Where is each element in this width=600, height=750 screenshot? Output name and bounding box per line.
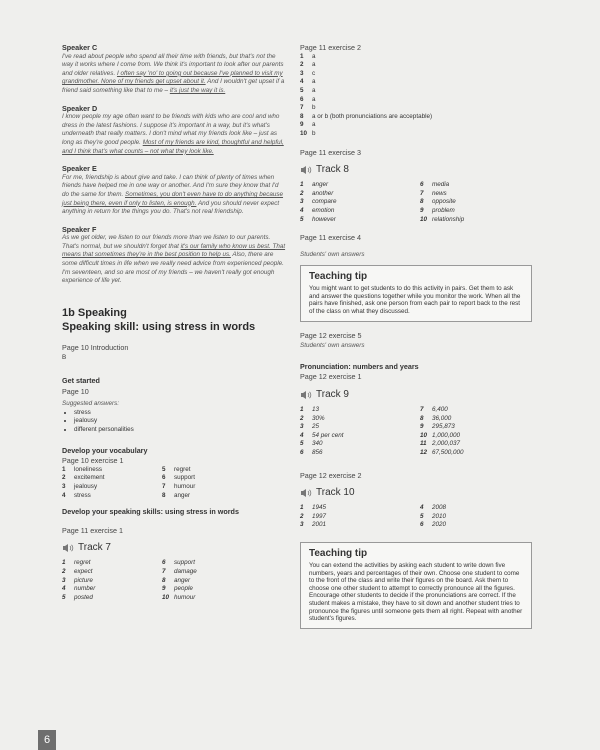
list-item [62, 594, 162, 603]
vocab-list [62, 466, 287, 500]
vocab-title: Develop your vocabulary [62, 445, 148, 455]
p11ex2-title: Page 11 exercise 2 [300, 43, 361, 52]
item-value: 30% [312, 414, 325, 422]
item-value: people [174, 585, 193, 593]
item-value: 1,000,000 [432, 431, 461, 439]
item-number: 12 [420, 449, 428, 456]
item-number: 5 [62, 593, 66, 601]
list-item [300, 432, 412, 441]
list-item [62, 585, 162, 594]
item-value: another [312, 189, 334, 197]
item-number: 1 [300, 52, 304, 60]
teaching-tip-title: Teaching tip [309, 271, 368, 283]
item-number: 9 [420, 206, 424, 214]
track-label: Track 9 [316, 388, 349, 400]
item-value: b [312, 129, 316, 137]
item-value: problem [432, 206, 455, 214]
item-number: 3 [300, 198, 304, 206]
list-item [420, 423, 532, 432]
item-number: 9 [420, 423, 424, 431]
numbers-list [300, 406, 532, 458]
item-value: however [312, 215, 336, 223]
item-number: 3 [300, 423, 304, 431]
item-value: regret [174, 465, 191, 473]
item-value: 1945 [312, 504, 327, 512]
p11ex3-list [300, 181, 532, 224]
item-value: support [174, 474, 196, 482]
speaking-skills-page: Page 11 exercise 1 [62, 525, 123, 535]
list-item [420, 181, 532, 190]
p11ex4-title: Page 11 exercise 4 [300, 233, 361, 243]
list-item [300, 181, 412, 190]
vocab-page: Page 10 exercise 1 [62, 456, 124, 466]
item-number: 5 [162, 465, 166, 473]
list-item [162, 492, 262, 501]
list-item [300, 504, 412, 513]
section-heading-1: 1b Speaking [62, 306, 127, 319]
item-value: picture [74, 576, 93, 584]
speaker-icon [300, 488, 312, 498]
list-item [420, 449, 532, 458]
item-value: opposite [432, 198, 456, 206]
list-item [300, 87, 532, 96]
list-item [300, 513, 412, 522]
intro-title: Page 10 Introduction [62, 342, 129, 352]
list-item [62, 492, 162, 501]
list-item [420, 207, 532, 216]
item-value: number [74, 585, 96, 593]
track-7[interactable] [62, 543, 287, 553]
item-number: 7 [300, 104, 304, 112]
p11ex4-answer: Students' own answers [300, 250, 365, 258]
teaching-tip-box [300, 265, 532, 321]
p12ex5-answer: Students' own answers [300, 342, 365, 350]
list-item [300, 440, 412, 449]
list-item [300, 53, 532, 62]
teaching-tip-box-2 [300, 542, 532, 629]
list-item [300, 216, 412, 225]
list-item [162, 559, 262, 568]
item-value: support [174, 559, 196, 567]
item-value: a [312, 95, 316, 103]
item-number: 5 [300, 86, 304, 94]
teaching-tip-title: Teaching tip [309, 547, 368, 559]
item-value: 295,873 [432, 423, 455, 431]
list-item [300, 104, 532, 113]
get-started-title: Get started [62, 376, 100, 386]
get-started-list [62, 409, 287, 435]
track-10[interactable] [300, 488, 532, 498]
text-segment: I know people my age often want to be friends with kids who are cool and who dress in the latest fashions. I suppose it's important in a way, but it's what's underneath that really matters. I don't mind what my friends look like – just as long as they're good people. [62, 113, 280, 146]
list-item [300, 406, 412, 415]
speaker-icon [62, 543, 74, 553]
item-value: loneliness [74, 465, 103, 473]
list-item [162, 466, 262, 475]
list-item [62, 559, 162, 568]
item-number: 7 [420, 189, 424, 197]
item-value: a [312, 78, 316, 86]
p11ex3-title: Page 11 exercise 3 [300, 147, 361, 157]
list-item [62, 577, 162, 586]
item-number: 2 [300, 189, 304, 197]
list-item [300, 423, 412, 432]
item-number: 10 [420, 215, 428, 223]
list-item [300, 61, 532, 70]
item-number: 3 [62, 576, 66, 584]
item-number: 4 [62, 585, 66, 593]
item-value: 13 [312, 406, 320, 414]
list-item [300, 78, 532, 87]
item-value: emotion [312, 206, 335, 214]
item-value: 67,500,000 [432, 449, 464, 456]
item-value: humour [174, 593, 196, 601]
intro-answer: B [62, 354, 67, 362]
item-value: anger [174, 576, 191, 584]
list-item [62, 466, 162, 475]
item-value: 340 [312, 440, 323, 448]
item-number: 6 [420, 181, 424, 189]
list-item [420, 432, 532, 441]
list-item [300, 207, 412, 216]
list-item [162, 568, 262, 577]
item-number: 6 [162, 559, 166, 567]
left-column [62, 44, 287, 602]
teaching-tip-text: You might want to get students to do this activity in pairs. Get them to ask and answer the questions together while you monitor the work. When all the pairs have finished, ask one person from each pair to report back to the rest of the class on what they discussed. [309, 285, 521, 316]
speaker-icon [300, 165, 312, 175]
item-value: 2010 [432, 512, 447, 520]
item-value: jealousy [74, 482, 98, 490]
list-item [300, 521, 412, 530]
item-number: 6 [300, 95, 304, 103]
item-value: damage [174, 567, 197, 575]
item-value: anger [174, 491, 191, 499]
item-number: 6 [420, 521, 424, 529]
item-value: 2020 [432, 521, 447, 529]
item-number: 9 [162, 585, 166, 593]
text-segment: As we get older, we listen to our friends more than we listen to our parents. That's normal, but we shouldn't forget that [62, 234, 271, 250]
years-list [300, 504, 532, 530]
item-number: 1 [300, 504, 304, 512]
track-9[interactable] [300, 390, 532, 400]
item-value: 1997 [312, 512, 327, 520]
item-value: news [432, 189, 447, 197]
list-item [420, 415, 532, 424]
item-number: 8 [300, 112, 304, 120]
page-number: 6 [38, 730, 56, 750]
p11ex2-list [300, 53, 532, 139]
list-item [420, 198, 532, 207]
item-value: c [312, 69, 316, 77]
item-value: 856 [312, 449, 323, 456]
item-number: 4 [420, 504, 424, 512]
list-item [300, 121, 532, 130]
item-number: 9 [300, 121, 304, 129]
text-segment: And I wouldn't get upset if a friend said something like that to me – [62, 78, 285, 94]
stress-word-list [62, 559, 287, 602]
list-item [300, 449, 412, 458]
item-value: compare [312, 198, 337, 206]
list-item [420, 440, 532, 449]
get-started-page: Page 10 [62, 386, 89, 396]
list-item [162, 474, 262, 483]
track-label: Track 8 [316, 163, 349, 175]
speaker-text [62, 174, 287, 217]
list-item [162, 585, 262, 594]
item-number: 4 [300, 431, 304, 439]
item-number: 7 [162, 567, 166, 575]
text-segment: I often say 'no' to going out because I've planned to visit my grandmother. None of my friends get upset about it. [62, 69, 283, 86]
list-item [300, 415, 412, 424]
list-item [62, 568, 162, 577]
item-number: 3 [300, 69, 304, 77]
item-value: media [432, 181, 450, 189]
right-column [300, 44, 532, 629]
speaker-title: Speaker F [62, 224, 97, 234]
list-item [62, 474, 162, 483]
item-value: humour [174, 482, 196, 490]
item-number: 1 [62, 559, 66, 567]
item-value: b [312, 104, 316, 112]
item-value: 36,000 [432, 414, 452, 422]
item-number: 8 [162, 491, 166, 499]
item-number: 8 [162, 576, 166, 584]
list-item [300, 96, 532, 105]
item-value: a [312, 86, 316, 94]
item-number: 2 [300, 61, 304, 69]
item-number: 3 [62, 482, 66, 490]
item-value: 54 per cent [312, 431, 344, 439]
item-number: 7 [162, 482, 166, 490]
speaker-title: Speaker D [62, 103, 98, 113]
text-segment: For me, friendship is about give and take. I can think of plenty of times when friends have helped me in one way or another. And I'm sure they know that I'd do the same for them. [62, 173, 279, 198]
item-number: 2 [62, 474, 66, 482]
item-value: anger [312, 181, 329, 189]
speaker-text [62, 113, 287, 156]
text-segment: it's our family who know us best. That means that sometimes they're in the best position to help us. [62, 242, 286, 259]
item-value: excitement [74, 474, 105, 482]
text-segment: I've read about people who spend all their time with friends, but that's not the way it works where I come from. We think it's important to look after our parents and older relatives. [62, 52, 284, 77]
speaking-skills-title: Develop your speaking skills: using stress in words [62, 507, 239, 517]
item-value: a [312, 61, 316, 69]
item-value: posted [74, 593, 93, 601]
item-value: 2001 [312, 521, 327, 529]
item-number: 5 [300, 440, 304, 448]
list-item [162, 577, 262, 586]
text-segment: it's just the way it is. [169, 86, 226, 94]
item-number: 4 [62, 491, 66, 499]
item-value: 6,400 [432, 406, 448, 414]
item-value: a [312, 52, 316, 60]
item-number: 7 [420, 406, 424, 414]
item-number: 1 [300, 406, 304, 414]
item-number: 8 [420, 198, 424, 206]
speaker-title: Speaker C [62, 43, 98, 52]
item-value: relationship [432, 215, 465, 223]
track-8[interactable] [300, 165, 532, 175]
track-label: Track 10 [316, 486, 355, 498]
item-value: 25 [312, 423, 320, 431]
item-number: 10 [162, 593, 170, 601]
list-item [420, 190, 532, 199]
item-number: 10 [300, 129, 308, 137]
item-number: 3 [300, 521, 304, 529]
text-segment: And you should never expect anything in return for the things you do. That's not real friendship. [62, 199, 280, 216]
section-heading-2: Speaking skill: using stress in words [62, 320, 256, 333]
list-item [420, 521, 532, 530]
item-number: 1 [62, 465, 66, 473]
item-number: 6 [300, 449, 304, 456]
list-item [300, 113, 532, 122]
list-item [420, 406, 532, 415]
list-item [162, 483, 262, 492]
item-value: a [312, 121, 316, 129]
item-number: 8 [420, 414, 424, 422]
list-item: • different personalities [74, 426, 287, 435]
item-value: a or b (both pronunciations are acceptable) [312, 112, 433, 120]
item-number: 2 [62, 567, 66, 575]
list-item [300, 130, 532, 139]
item-number: 11 [420, 440, 427, 448]
item-value: regret [74, 559, 91, 567]
list-item: • jealousy [74, 417, 287, 426]
item-number: 2 [300, 414, 304, 422]
speaker-title: Speaker E [62, 164, 97, 174]
item-value: stress [74, 491, 91, 499]
list-item [420, 513, 532, 522]
speaker-icon [300, 390, 312, 400]
teaching-tip-text: You can extend the activities by asking each student to write down five numbers, years and percentages of their own. Choose one student to come to the front of the class and write their figures on the board. Ask them to choose one other student to attempt to correctly pronounce all the figures. Encourage other students to decide if the pronunciations are correct. If the student makes a mistake, they have to sit down and another student tries to pronounce the figures until someone gets them all right. Repeat with another student's figures. [309, 561, 523, 623]
list-item [162, 594, 262, 603]
item-value: 2,000,037 [432, 440, 461, 448]
text-segment: Sometimes, you don't even have to do anything because just being there, even if only to listen, is enough. [62, 190, 284, 207]
pron-page: Page 12 exercise 1 [300, 372, 362, 382]
item-number: 1 [300, 181, 304, 189]
track-label: Track 7 [78, 542, 111, 554]
item-number: 5 [420, 512, 424, 520]
list-item [420, 504, 532, 513]
pron-title: Pronunciation: numbers and years [300, 361, 419, 371]
get-started-label: Suggested answers: [62, 400, 120, 408]
item-number: 4 [300, 78, 304, 86]
item-number: 2 [300, 512, 304, 520]
p12ex5-title: Page 12 exercise 5 [300, 330, 362, 340]
item-number: 6 [162, 474, 166, 482]
speaker-text [62, 234, 287, 286]
list-item [300, 198, 412, 207]
item-value: expect [74, 567, 93, 575]
item-number: 5 [300, 215, 304, 223]
item-value: 2008 [432, 504, 447, 512]
item-number: 4 [300, 206, 304, 214]
p12ex2-title: Page 12 exercise 2 [300, 470, 362, 480]
list-item [420, 216, 532, 225]
speaker-text [62, 53, 287, 96]
text-segment: Most of my friends are kind, thoughtful and helpful, and I think that's what counts – not what they look like. [62, 138, 284, 155]
item-number: 10 [420, 431, 428, 439]
text-segment: Also, there are some difficult times in life when we really need advice from experienced people. I'm seventeen, and so are most of my friends – we haven't really got enough experience of life yet. [62, 251, 284, 285]
speakers-section [62, 44, 287, 286]
list-item: • stress [74, 409, 287, 418]
list-item [300, 70, 532, 79]
list-item [62, 483, 162, 492]
list-item [300, 190, 412, 199]
